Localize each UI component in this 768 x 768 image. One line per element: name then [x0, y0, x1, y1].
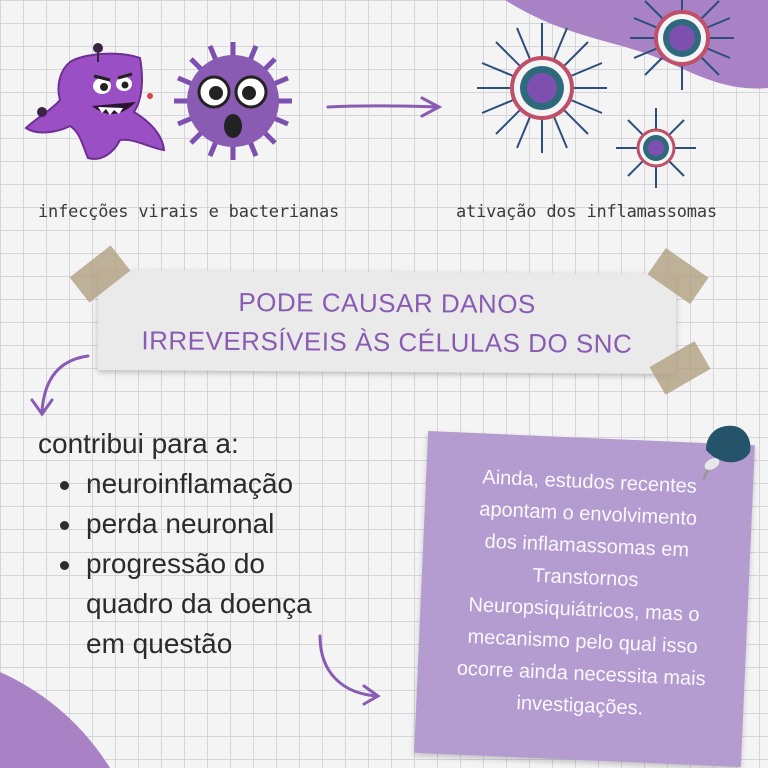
list-item: neuroinflamação: [86, 464, 312, 504]
caption-inflammasome-activation: ativação dos inflamassomas: [456, 202, 717, 222]
pin-icon: [698, 420, 756, 486]
contribution-list: [38, 424, 312, 664]
note-line: ocorre ainda necessita mais: [456, 657, 707, 691]
bacteria-monster-icon: [22, 40, 172, 170]
caption-infections: infecções virais e bacterianas: [38, 202, 340, 222]
curved-arrow-icon: [312, 632, 388, 708]
bottom-left-blob: [0, 672, 110, 768]
curved-arrow-icon: [28, 352, 92, 422]
list-item-continuation: em questão: [86, 628, 233, 659]
list-item: perda neuronal: [86, 504, 312, 544]
list-item: progressão do: [86, 544, 312, 584]
note-line: Ainda, estudos recentes: [481, 466, 698, 498]
inflammasome-icon: [630, 0, 734, 90]
virus-monster-icon: [172, 40, 294, 162]
note-line: Transtornos: [532, 564, 639, 592]
list-heading: contribui para a:: [38, 428, 239, 459]
inflammasome-cluster: [470, 0, 740, 190]
note-line: dos inflamassomas em: [484, 530, 690, 562]
note-line: mecanismo pelo qual isso: [467, 625, 699, 658]
note-line: Neuropsiquiátricos, mas o: [468, 593, 700, 627]
banner-line-2: IRREVERSÍVEIS ÀS CÉLULAS DO SNC: [141, 325, 633, 359]
banner-line-1: PODE CAUSAR DANOS: [238, 286, 536, 320]
warning-banner: [98, 270, 677, 374]
list-item-continuation: quadro da doença: [86, 588, 312, 619]
inflammasome-icon: [477, 23, 607, 153]
note-line: apontam o envolvimento: [478, 498, 698, 530]
inflammasome-icon: [616, 108, 696, 188]
note-line: investigações.: [516, 692, 644, 720]
arrow-right-icon: [326, 96, 444, 118]
